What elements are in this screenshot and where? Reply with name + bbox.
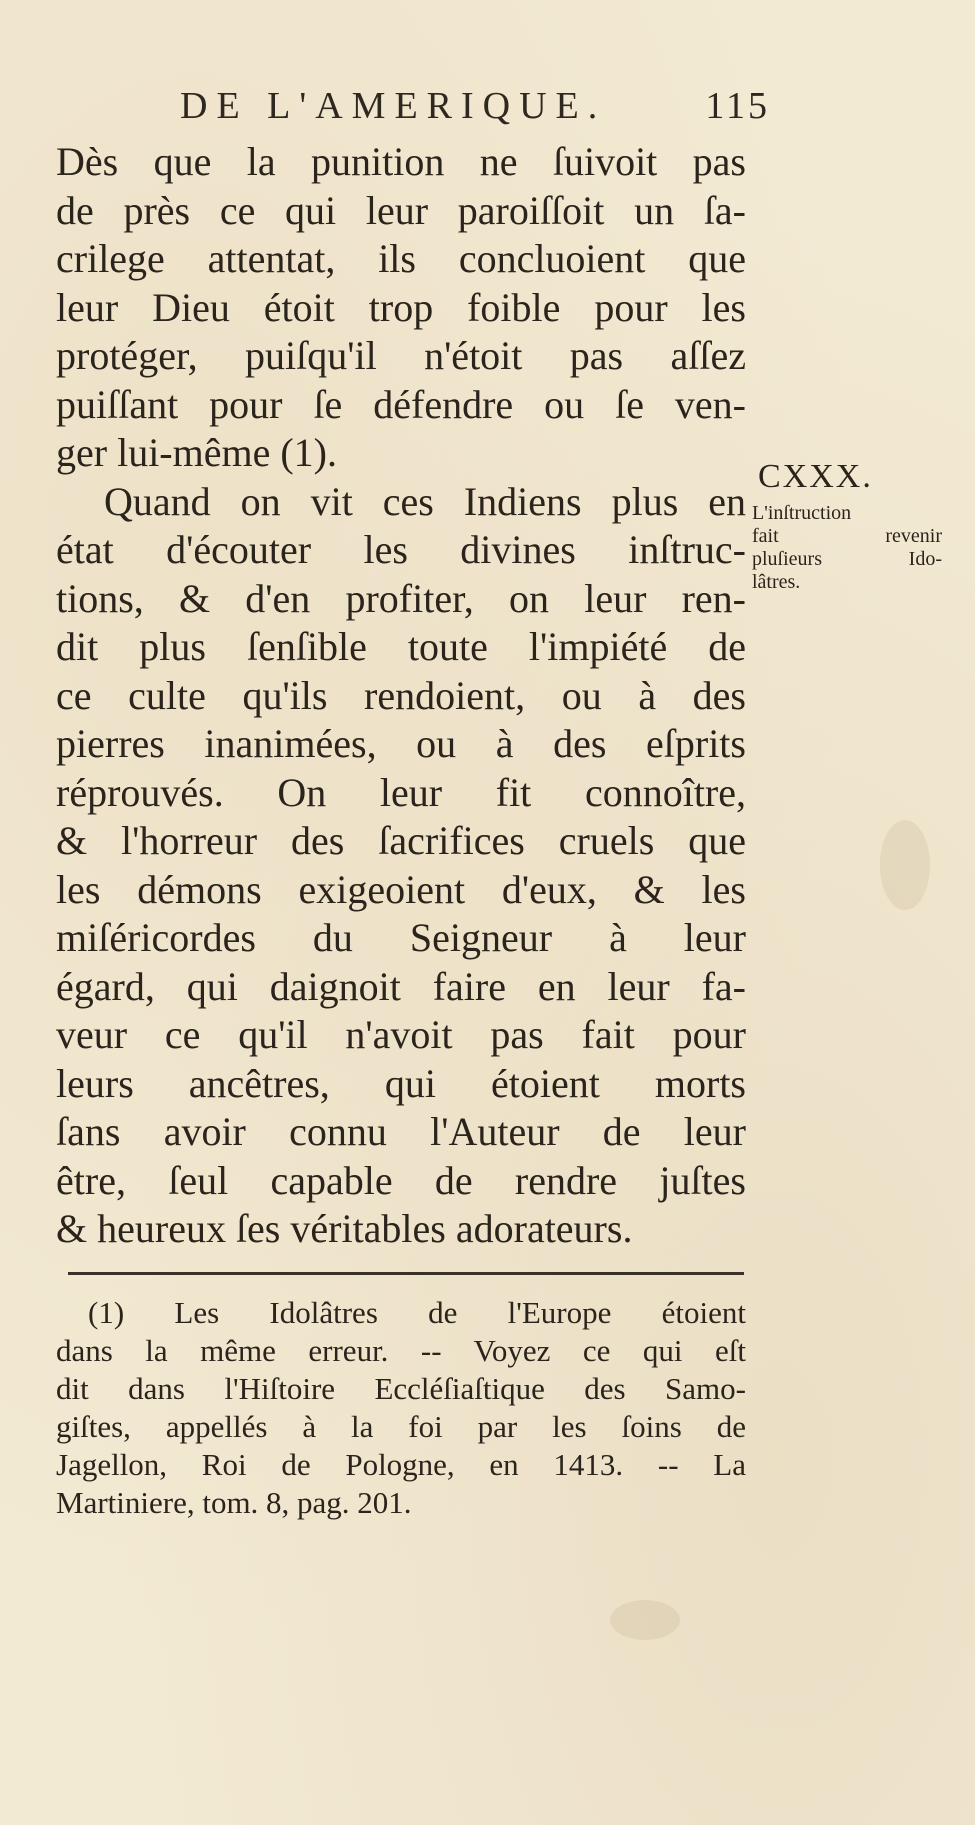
- text-line: de près ce qui leur paroiſſoit un ſa-: [56, 187, 746, 233]
- text-line: ce culte qu'ils rendoient, ou à des: [56, 672, 746, 718]
- section-number: CXXX.: [758, 458, 873, 495]
- text-line: tions, & d'en profiter, on leur ren-: [56, 575, 746, 621]
- text-line: & heureux ſes véritables adorateurs.: [56, 1206, 633, 1251]
- margin-note-line: lâtres.: [752, 571, 801, 593]
- paper-stain: [610, 1600, 680, 1640]
- footnote-line: dans la même erreur. -- Voyez ce qui eſt: [56, 1333, 746, 1368]
- footnote-line: Martiniere, tom. 8, pag. 201.: [56, 1485, 412, 1520]
- text-line: Quand on vit ces Indiens plus en: [104, 478, 746, 524]
- text-line: Dès que la punition ne ſuivoit pas: [56, 139, 746, 184]
- footnote: [56, 1294, 746, 1522]
- text-line: ger lui-même (1).: [56, 430, 337, 475]
- main-text: [56, 138, 746, 1254]
- text-line: leurs ancêtres, qui étoient morts: [56, 1060, 746, 1106]
- footnote-line: (1) Les Idolâtres de l'Europe étoient: [88, 1295, 746, 1330]
- paper-stain: [880, 820, 930, 910]
- margin-note-line: L'inſtruction: [752, 502, 852, 524]
- page-number: 115: [705, 85, 770, 127]
- text-line: être, ſeul capable de rendre juſtes: [56, 1157, 746, 1203]
- text-line: leur Dieu étoit trop foible pour les: [56, 284, 746, 330]
- running-head: [180, 84, 770, 128]
- text-line: ſans avoir connu l'Auteur de leur: [56, 1109, 746, 1154]
- text-line: veur ce qu'il n'avoit pas fait pour: [56, 1012, 746, 1057]
- text-line: les démons exigeoient d'eux, & les: [56, 866, 746, 912]
- footnote-rule: [68, 1272, 744, 1275]
- text-line: pierres inanimées, ou à des eſprits: [56, 721, 746, 766]
- text-line: égard, qui daignoit faire en leur fa-: [56, 963, 746, 1009]
- text-line: dit plus ſenſible toute l'impiété de: [56, 624, 746, 669]
- text-line: réprouvés. On leur fit connoître,: [56, 769, 746, 815]
- margin-note-line: pluſieurs Ido-: [752, 548, 942, 570]
- footnote-line: dit dans l'Hiſtoire Eccléſiaſtique des Samo-: [56, 1371, 746, 1406]
- text-line: crilege attentat, ils concluoient que: [56, 236, 746, 281]
- footnote-line: giſtes, appellés à la foi par les ſoins de: [56, 1409, 746, 1444]
- footnote-line: Jagellon, Roi de Pologne, en 1413. -- La: [56, 1447, 746, 1482]
- text-line: & l'horreur des ſacrifices cruels que: [56, 818, 746, 863]
- margin-note: [752, 458, 942, 594]
- margin-note-line: fait revenir: [752, 525, 942, 547]
- running-title: DE L'AMERIQUE.: [180, 85, 607, 127]
- text-line: état d'écouter les divines inſtruc-: [56, 527, 746, 572]
- text-line: protéger, puiſqu'il n'étoit pas aſſez: [56, 333, 746, 378]
- text-line: puiſſant pour ſe défendre ou ſe ven-: [56, 381, 746, 427]
- text-line: miſéricordes du Seigneur à leur: [56, 915, 746, 960]
